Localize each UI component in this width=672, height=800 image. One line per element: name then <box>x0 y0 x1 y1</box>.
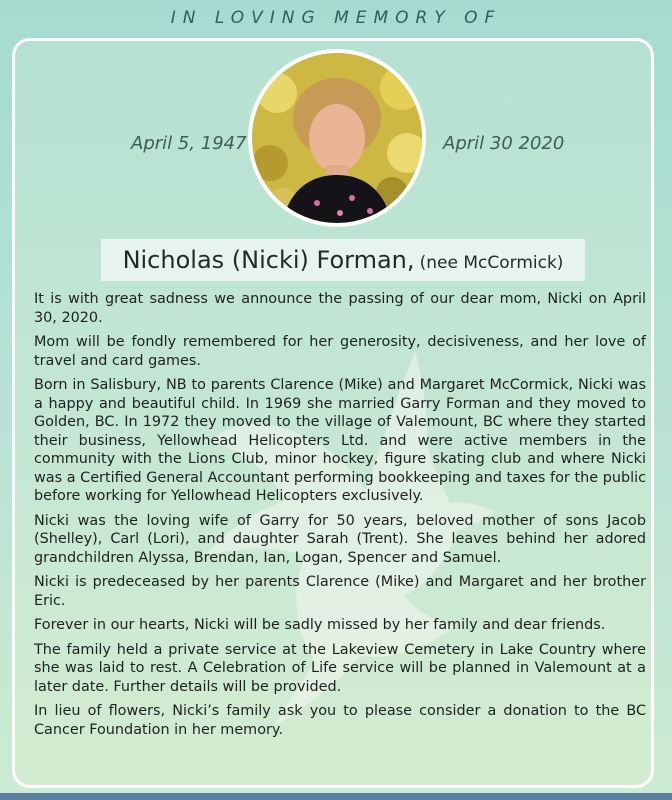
paragraph: It is with great sadness we announce the passing of our dear mom, Nicki on April 30, 2020. <box>34 291 646 326</box>
footer-bar <box>0 793 672 800</box>
birth-date: April 5, 1947 <box>131 133 247 154</box>
paragraph: In lieu of flowers, Nicki’s family ask you to please consider a donation to the BC Cancer Foundation in her memory. <box>34 703 646 738</box>
obituary-card <box>12 38 654 788</box>
maiden-name: (nee McCormick) <box>419 253 564 273</box>
portrait-photo <box>248 49 426 227</box>
paragraph: Nicki was the loving wife of Garry for 50 years, beloved mother of sons Jacob (Shelley), Carl (Lori), and daughter Sarah (Trent). She leaves behind her adored grandchildren Alyssa, Brendan, Ian, Logan, Spencer and Samuel. <box>34 512 646 566</box>
name-banner <box>101 239 585 281</box>
paragraph: Nicki is predeceased by her parents Clarence (Mike) and Margaret and her brother Eric. <box>34 574 646 609</box>
paragraph: Forever in our hearts, Nicki will be sadly missed by her family and dear friends. <box>34 617 606 633</box>
deceased-name: Nicholas (Nicki) Forman, <box>122 246 415 274</box>
paragraph: The family held a private service at the Lakeview Cemetery in Lake Country where she was laid to rest. A Celebration of Life service will be planned in Valemount at a later date. Further details will be provided. <box>34 641 646 695</box>
paragraph: Mom will be fondly remembered for her generosity, decisiveness, and her love of travel and card games. <box>34 334 646 369</box>
obituary-text <box>34 290 646 745</box>
paragraph: Born in Salisbury, NB to parents Clarence (Mike) and Margaret McCormick, Nicki was a happy and beautiful child. In 1969 she married Garry Forman and they moved to Golden, BC. In 1972 they moved to the village of Valemount, BC where they started their business, Yellowhead Helicopters Ltd. and were active members in the community with the Lions Club, minor hockey, figure skating club and where Nicki was a Certified General Accountant performing bookkeeping and taxes for the public before working for Yellowhead Helicopters exclusively. <box>34 377 646 504</box>
death-date: April 30 2020 <box>443 133 565 154</box>
memorial-header: IN LOVING MEMORY OF <box>170 8 502 28</box>
